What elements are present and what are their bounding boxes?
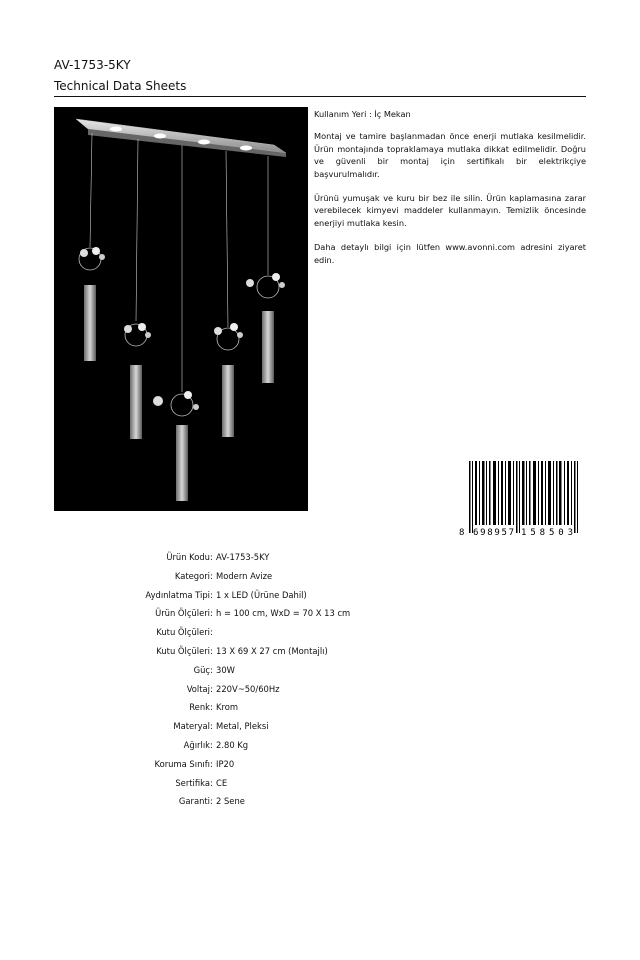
spec-separator: : [210,570,213,581]
spec-separator: : [210,758,213,769]
spec-separator: : [210,702,213,713]
product-code-title: AV-1753-5KY [54,58,131,72]
spec-label: Ürün Kodu [166,552,210,562]
spec-value: 13 X 69 X 27 cm (Montajlı) [216,645,328,656]
spec-separator: : [210,552,213,562]
spec-value: Krom [216,702,239,713]
spec-separator: : [210,589,213,600]
spec-value: 1 x LED (Ürüne Dahil) [216,589,307,600]
spec-label: Kutu Ölçüleri [156,627,210,638]
spec-label: Voltaj [186,683,210,694]
spec-label: Kategori [174,570,210,581]
chandelier-illustration [54,107,308,511]
spec-value: Metal, Pleksi [216,721,269,732]
document-subtitle: Technical Data Sheets [54,79,187,93]
spec-label: Aydınlatma Tipi [145,589,210,600]
website-note: Daha detaylı bilgi için lütfen www.avonni.com adresini ziyaret edin. [314,242,586,265]
spec-value: IP20 [216,758,235,769]
spec-value: h = 100 cm, WxD = 70 X 13 cm [216,608,351,619]
spec-value: CE [216,777,228,788]
spec-label: Sertifika [175,777,210,788]
spec-separator: : [210,645,213,656]
spec-value: AV-1753-5KY [216,552,270,562]
spec-separator: : [210,739,213,750]
spec-label: Garanti [178,796,210,807]
spec-label: Ürün Ölçüleri [155,608,210,619]
info-text-block [314,108,586,278]
spec-label: Renk [189,702,210,713]
spec-separator: : [210,627,213,638]
header-divider [54,96,586,97]
spec-separator: : [210,796,213,807]
barcode-digits-right: 158503 [521,528,573,537]
spec-separator: : [210,664,213,675]
barcode [458,461,586,537]
spec-label: Materyal [173,721,210,732]
spec-value: Modern Avize [216,570,273,581]
usage-location: Kullanım Yeri : İç Mekan [314,109,411,119]
spec-value: 30W [216,664,235,675]
product-photo [54,107,308,511]
spec-value: 220V~50/60Hz [216,683,280,694]
barcode-digits-left: 698957 [473,528,514,537]
spec-label: Güç [193,664,210,675]
spec-value: 2 Sene [216,796,245,807]
spec-separator: : [210,721,213,732]
spec-separator: : [210,608,213,619]
care-instructions: Ürünü yumuşak ve kuru bir bez ile silin. Ürün kaplamasına zarar verebilecek kimyevi maddeler kullanmayın. Temizlik öncesinde enerjiyi mutlaka kesin. [314,193,586,228]
spec-label: Ağırlık [183,739,210,750]
safety-notice: Montaj ve tamire başlanmadan önce enerji mutlaka kesilmelidir. Ürün montajında topraklamaya mutlaka dikkat edilmelidir. Doğru ve güvenli bir montaj için sertifikalı bir elektrikçiye başvurulmalıdır. [314,131,586,179]
barcode-digit-lead: 8 [459,528,465,537]
spec-label: Koruma Sınıfı [154,758,210,769]
spec-separator: : [210,683,213,694]
spec-label: Kutu Ölçüleri [156,645,210,656]
spec-separator: : [210,777,213,788]
spec-value: 2.80 Kg [216,739,249,750]
